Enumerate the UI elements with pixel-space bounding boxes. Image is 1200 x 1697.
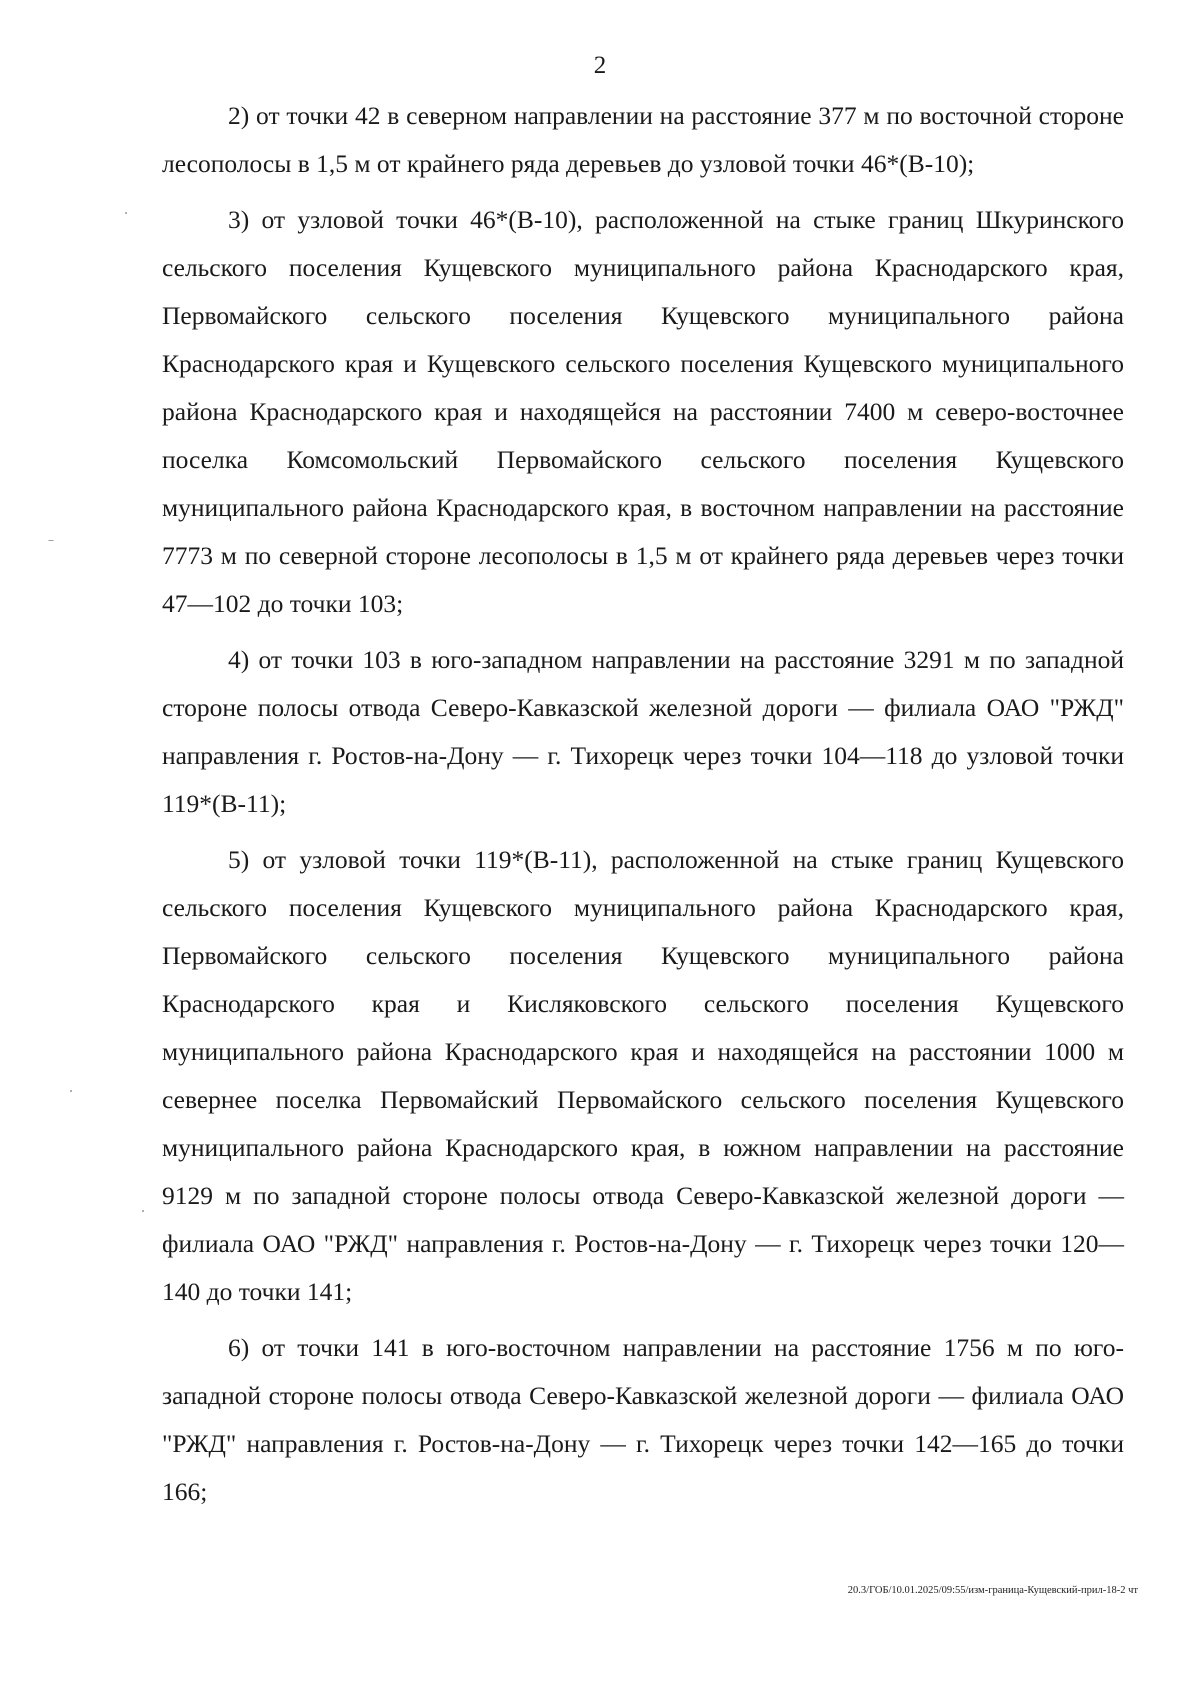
document-footer-reference: 20.3/ГОБ/10.01.2025/09:55/изм-граница-Кущевский-прил-18-2 чт (847, 1585, 1138, 1596)
document-body (162, 92, 1124, 1524)
paragraph-item-5: 5) от узловой точки 119*(В-11), расположенной на стыке границ Кущевского сельского поселения Кущевского муниципального района Краснодарского края, Первомайского сельского поселения Кущевского муниципального района Краснодарского края и Кисляковского сельского поселения Кущевского муниципального района Краснодарского края и находящейся на расстоянии 1000 м севернее поселка Первомайский Первомайского сельского поселения Кущевского муниципального района Краснодарского края, в южном направлении на расстояние 9129 м по западной стороне полосы отвода Северо-Кавказской железной дороги — филиала ОАО "РЖД" направления г. Ростов-на-Дону — г. Тихорецк через точки 120—140 до точки 141; (162, 845, 1124, 1306)
scan-speck (125, 212, 127, 214)
scan-speck (48, 540, 54, 541)
paragraph-item-3: 3) от узловой точки 46*(В-10), расположенной на стыке границ Шкуринского сельского поселения Кущевского муниципального района Краснодарского края, Первомайского сельского поселения Кущевского муниципального района Краснодарского края и Кущевского сельского поселения Кущевского муниципального района Краснодарского края и находящейся на расстоянии 7400 м северо-восточнее поселка Комсомольский Первомайского сельского поселения Кущевского муниципального района Краснодарского края, в восточном направлении на расстояние 7773 м по северной стороне лесополосы в 1,5 м от крайнего ряда деревьев через точки 47—102 до точки 103; (162, 205, 1124, 618)
paragraph-item-2: 2) от точки 42 в северном направлении на расстояние 377 м по восточной стороне лесополосы в 1,5 м от крайнего ряда деревьев до узловой точки 46*(В-10); (162, 101, 1124, 178)
scan-speck (70, 1090, 72, 1092)
page-number: 2 (593, 52, 607, 79)
scan-speck (142, 1210, 144, 1212)
paragraph-item-6: 6) от точки 141 в юго-восточном направлении на расстояние 1756 м по юго-западной стороне полосы отвода Северо-Кавказской железной дороги — филиала ОАО "РЖД" направления г. Ростов-на-Дону — г. Тихорецк через точки 142—165 до точки 166; (162, 1333, 1124, 1506)
paragraph-item-4: 4) от точки 103 в юго-западном направлении на расстояние 3291 м по западной стороне полосы отвода Северо-Кавказской железной дороги — филиала ОАО "РЖД" направления г. Ростов-на-Дону — г. Тихорецк через точки 104—118 до узловой точки 119*(В-11); (162, 645, 1124, 818)
